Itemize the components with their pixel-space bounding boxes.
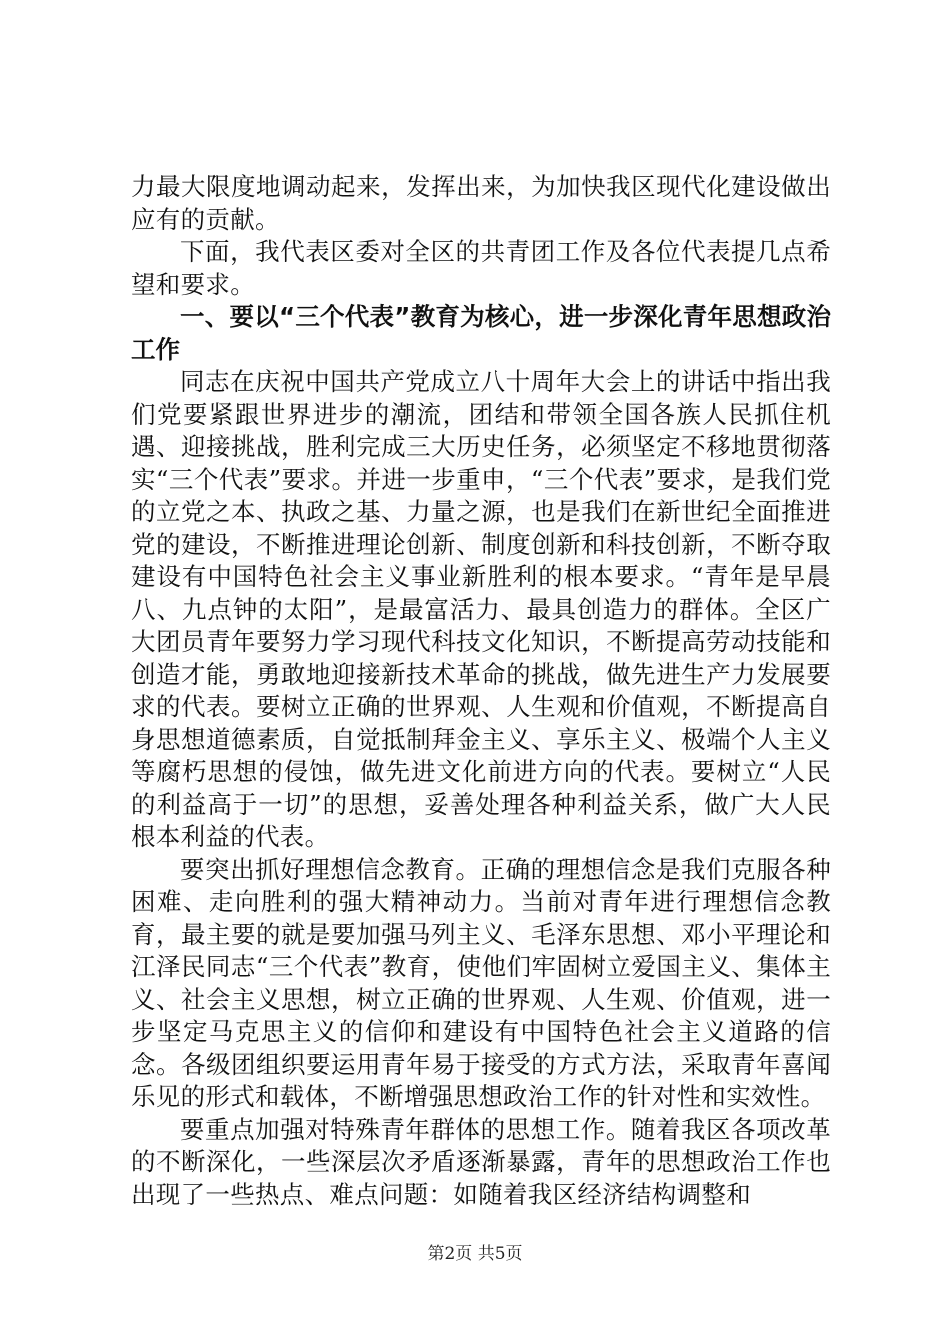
paragraph-ideals-education: 要突出抓好理想信念教育。正确的理想信念是我们克服各种困难、走向胜利的强大精神动力。当前对青年进行理想信念教育，最主要的就是要加强马列主义、毛泽东思想、邓小平理论和江泽民同志“三个代表”教育，使他们牢固树立爱国主义、集体主义、社会主义思想，树立正确的世界观、人生观、价值观，进一步坚定马克思主义的信仰和建设有中国特色社会主义道路的信念。各级团组织要运用青年易于接受的方式方法，采取青年喜闻乐见的形式和载体，不断增强思想政治工作的针对性和实效性。 (131, 854, 831, 1111)
paragraph-intro: 下面，我代表区委对全区的共青团工作及各位代表提几点希望和要求。 (131, 237, 831, 299)
paragraph-continuation: 力最大限度地调动起来，发挥出来，为加快我区现代化建设做出应有的贡献。 (131, 172, 831, 234)
paragraph-special-youth-groups: 要重点加强对特殊青年群体的思想工作。随着我区各项改革的不断深化，一些深层次矛盾逐渐暴露，青年的思想政治工作也出现了一些热点、难点问题：如随着我区经济结构调整和 (131, 1114, 831, 1209)
page-footer: 第2页 共5页 (427, 1244, 523, 1264)
section-heading: 一、要以“三个代表”教育为核心，进一步深化青年思想政治工作 (131, 302, 831, 364)
paragraph-three-represents: 同志在庆祝中国共产党成立八十周年大会上的讲话中指出我们党要紧跟世界进步的潮流，团结和带领全国各族人民抓住机遇、迎接挑战，胜利完成三大历史任务，必须坚定不移地贯彻落实“三个代表”要求。并进一步重申，“三个代表”要求，是我们党的立党之本、执政之基、力量之源，也是我们在新世纪全面推进党的建设，不断推进理论创新、制度创新和科技创新，不断夺取建设有中国特色社会主义事业新胜利的根本要求。“青年是早晨八、九点钟的太阳”，是最富活力、最具创造力的群体。全区广大团员青年要努力学习现代科技文化知识，不断提高劳动技能和创造才能，勇敢地迎接新技术革命的挑战，做先进生产力发展要求的代表。要树立正确的世界观、人生观和价值观，不断提高自身思想道德素质，自觉抵制拜金主义、享乐主义、极端个人主义等腐朽思想的侵蚀，做先进文化前进方向的代表。要树立“人民的利益高于一切”的思想，妥善处理各种利益关系，做广大人民根本利益的代表。 (131, 367, 832, 851)
document-body (131, 171, 831, 1211)
